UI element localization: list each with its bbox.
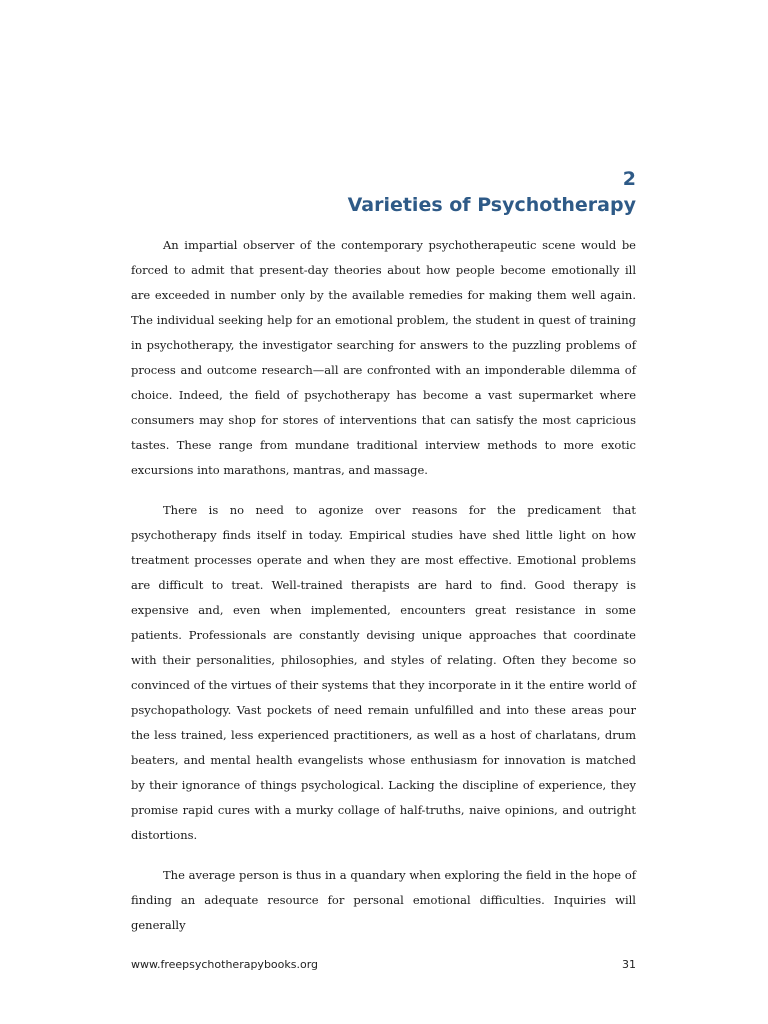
chapter-body [131, 233, 636, 953]
chapter-heading [348, 166, 636, 218]
footer-website-link[interactable]: www.freepsychotherapybooks.org [131, 958, 319, 971]
paragraph: There is no need to agonize over reasons for the predicament that psychotherapy finds itself in today. Empirical studies have shed little light on how treatment processes operate and when they are most effective. Emotional problems are difficult to treat. Well-trained therapists are hard to find. Good therapy is expensive and, even when implemented, encounters great resistance in some patients. Professionals are constantly devising unique approaches that coordinate with their personalities, philosophies, and styles of relating. Often they become so convinced of the virtues of their systems that they incorporate in it the entire world of psychopathology. Vast pockets of need remain unfulfilled and into these areas pour the less trained, less experienced practitioners, as well as a host of charlatans, drum beaters, and mental health evangelists whose enthusiasm for innovation is matched by their ignorance of things psychological. Lacking the discipline of experience, they promise rapid cures with a murky collage of half-truths, naive opinions, and outright distortions. [131, 503, 636, 842]
paragraph: An impartial observer of the contemporary psychotherapeutic scene would be forced to admit that present-day theories about how people become emotionally ill are exceeded in number only by the available remedies for making them well again. The individual seeking help for an emotional problem, the student in quest of training in psychotherapy, the investigator searching for answers to the puzzling problems of process and outcome research—all are confronted with an imponderable dilemma of choice. Indeed, the field of psychotherapy has become a vast supermarket where consumers may shop for stores of interventions that can satisfy the most capricious tastes. These range from mundane traditional interview methods to more exotic excursions into marathons, mantras, and massage. [131, 238, 636, 477]
page-footer [131, 958, 636, 971]
paragraph: The average person is thus in a quandary when exploring the field in the hope of finding an adequate resource for personal emotional difficulties. Inquiries will generally [131, 868, 636, 932]
chapter-title: Varieties of Psychotherapy [347, 194, 636, 216]
page-number: 31 [622, 958, 636, 971]
chapter-number: 2 [622, 168, 636, 190]
